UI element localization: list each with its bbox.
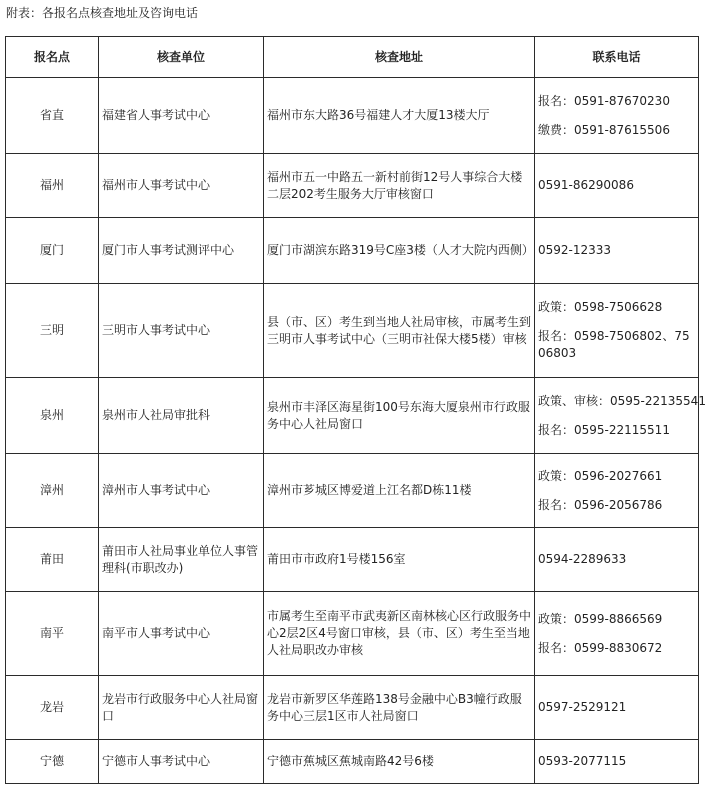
phone-cell bbox=[535, 78, 699, 154]
site-cell: 福州 bbox=[6, 154, 99, 218]
unit-cell: 宁德市人事考试中心 bbox=[99, 740, 264, 784]
unit-cell: 泉州市人社局审批科 bbox=[99, 378, 264, 454]
table-row bbox=[6, 154, 699, 218]
site-cell: 莆田 bbox=[6, 528, 99, 592]
phone-line: 0597-2529121 bbox=[538, 700, 627, 714]
address-cell: 宁德市蕉城区蕉城南路42号6楼 bbox=[264, 740, 535, 784]
phone-line: 0594-2289633 bbox=[538, 552, 627, 566]
phone-line: 0591-86290086 bbox=[538, 178, 634, 192]
site-cell: 南平 bbox=[6, 592, 99, 676]
phone-line: 报名：0596-2056786 bbox=[538, 497, 663, 512]
site-cell: 厦门 bbox=[6, 218, 99, 284]
phone-line: 政策、审核：0595-22135541 bbox=[538, 393, 706, 408]
site-cell: 宁德 bbox=[6, 740, 99, 784]
table-caption: 附表：各报名点核查地址及咨询电话 bbox=[6, 6, 199, 20]
phone-line: 0593-2077115 bbox=[538, 754, 627, 768]
table-row bbox=[6, 454, 699, 528]
site-cell: 泉州 bbox=[6, 378, 99, 454]
phone-line: 报名：0598-7506802、7506803 bbox=[538, 329, 690, 360]
site-cell: 省直 bbox=[6, 78, 99, 154]
phone-line: 政策：0599-8866569 bbox=[538, 611, 663, 626]
address-cell: 莆田市市政府1号楼156室 bbox=[264, 528, 535, 592]
phone-line: 缴费：0591-87615506 bbox=[538, 122, 670, 137]
unit-cell: 南平市人事考试中心 bbox=[99, 592, 264, 676]
phone-line: 报名：0595-22115511 bbox=[538, 422, 670, 437]
address-cell: 福州市五一中路五一新村前街12号人事综合大楼二层202考生服务大厅审核窗口 bbox=[264, 154, 535, 218]
address-cell: 市属考生至南平市武夷新区南林核心区行政服务中心2层2区4号窗口审核，县（市、区）考生至当地人社局职改办审核 bbox=[264, 592, 535, 676]
table-row bbox=[6, 218, 699, 284]
phone-cell bbox=[535, 740, 699, 784]
header-phone: 联系电话 bbox=[535, 37, 699, 78]
registration-sites-table bbox=[5, 36, 706, 784]
phone-cell bbox=[535, 378, 706, 454]
phone-line: 政策：0598-7506628 bbox=[538, 300, 663, 314]
phone-cell bbox=[535, 284, 699, 378]
unit-cell: 福州市人事考试中心 bbox=[99, 154, 264, 218]
table-row bbox=[6, 284, 699, 378]
address-cell: 龙岩市新罗区华莲路138号金融中心B3幢行政服务中心三层1区市人社局窗口 bbox=[264, 676, 535, 740]
header-unit: 核查单位 bbox=[99, 37, 264, 78]
unit-cell: 福建省人事考试中心 bbox=[99, 78, 264, 154]
phone-cell bbox=[535, 592, 699, 676]
phone-cell bbox=[535, 154, 699, 218]
phone-line: 报名：0599-8830672 bbox=[538, 640, 663, 655]
unit-cell: 莆田市人社局事业单位人事管理科(市职改办) bbox=[99, 528, 264, 592]
phone-line: 报名：0591-87670230 bbox=[538, 93, 670, 108]
phone-cell bbox=[535, 218, 699, 284]
site-cell: 三明 bbox=[6, 284, 99, 378]
header-address: 核查地址 bbox=[264, 37, 535, 78]
table-row bbox=[6, 592, 699, 676]
unit-cell: 漳州市人事考试中心 bbox=[99, 454, 264, 528]
table-row bbox=[6, 78, 699, 154]
table-row bbox=[6, 378, 699, 454]
phone-cell bbox=[535, 676, 699, 740]
address-cell: 泉州市丰泽区海星街100号东海大厦泉州市行政服务中心人社局窗口 bbox=[264, 378, 535, 454]
phone-line: 政策：0596-2027661 bbox=[538, 468, 663, 483]
site-cell: 漳州 bbox=[6, 454, 99, 528]
address-cell: 福州市东大路36号福建人才大厦13楼大厅 bbox=[264, 78, 535, 154]
table-header-row bbox=[6, 37, 699, 78]
address-cell: 厦门市湖滨东路319号C座3楼（人才大院内西侧） bbox=[264, 218, 535, 284]
table-row bbox=[6, 528, 699, 592]
table-row bbox=[6, 676, 699, 740]
address-cell: 县（市、区）考生到当地人社局审核，市属考生到三明市人事考试中心（三明市社保大楼5楼）审核 bbox=[264, 284, 535, 378]
header-site: 报名点 bbox=[6, 37, 99, 78]
unit-cell: 三明市人事考试中心 bbox=[99, 284, 264, 378]
phone-cell bbox=[535, 454, 699, 528]
unit-cell: 龙岩市行政服务中心人社局窗口 bbox=[99, 676, 264, 740]
phone-cell bbox=[535, 528, 699, 592]
table-row bbox=[6, 740, 699, 784]
unit-cell: 厦门市人事考试测评中心 bbox=[99, 218, 264, 284]
site-cell: 龙岩 bbox=[6, 676, 99, 740]
phone-line: 0592-12333 bbox=[538, 243, 612, 257]
address-cell: 漳州市芗城区博爱道上江名都D栋11楼 bbox=[264, 454, 535, 528]
